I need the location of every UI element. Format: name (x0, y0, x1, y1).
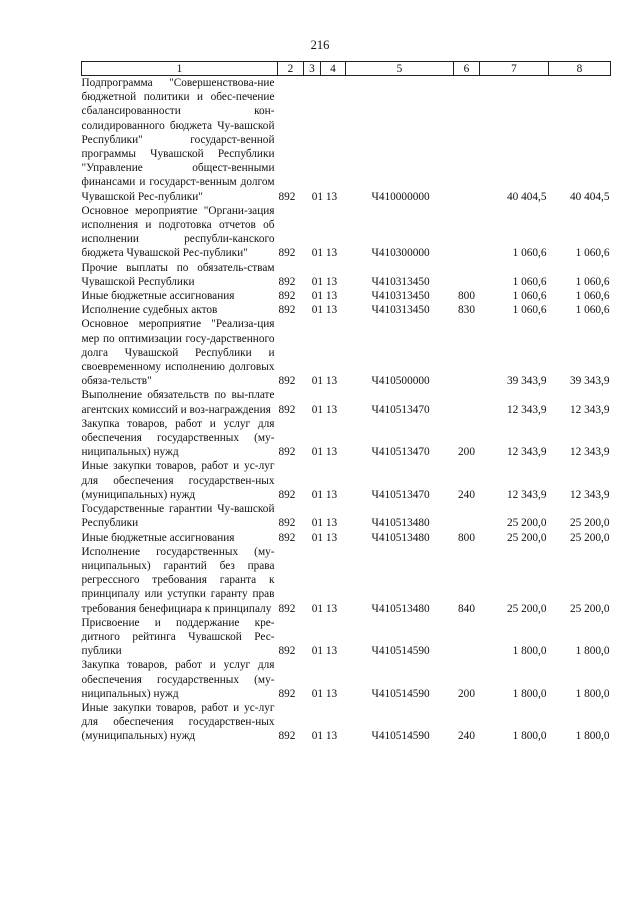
row-expense-type (454, 76, 480, 204)
row-name: Исполнение государственных (му-ниципальных) гарантий без права регрессного требования гаранта к принципалу или уступки гаранту прав требования бенефициара к принципалу (81, 545, 275, 615)
row-target-article: Ч410500000 (371, 375, 430, 388)
header-col-5: 5 (346, 62, 454, 76)
row-gr-code: 892 (278, 488, 296, 501)
row-gr-code: 892 (278, 602, 296, 615)
row-section-code: 01 13 (311, 730, 338, 743)
table-row (82, 459, 611, 502)
row-name: Прочие выплаты по обязатель-ствам Чувашской Республики (81, 261, 275, 288)
row-section-code: 01 13 (311, 403, 338, 416)
row-expense-type: 830 (458, 304, 475, 317)
row-amount-col8: 1 060,6 (575, 304, 610, 317)
header-col-8: 8 (549, 62, 611, 76)
row-name: Выполнение обязательств по вы-плате агентских комиссий и воз-награждения (81, 389, 275, 416)
row-expense-type (454, 204, 480, 261)
table-row (82, 303, 611, 317)
row-gr-code: 892 (278, 531, 296, 544)
row-gr-code: 892 (278, 190, 296, 203)
table-row (82, 545, 611, 616)
row-amount-col8: 1 060,6 (575, 290, 610, 303)
row-amount-col7: 12 343,9 (506, 403, 547, 416)
row-section-code: 01 13 (311, 687, 338, 700)
row-amount-col8: 39 343,9 (569, 375, 610, 388)
row-amount-col7: 25 200,0 (506, 517, 547, 530)
table-row (82, 289, 611, 303)
row-amount-col7: 39 343,9 (506, 375, 547, 388)
table-row (82, 261, 611, 289)
row-name: Присвоение и поддержание кре-дитного рейтинга Чувашской Рес-публики (81, 616, 275, 658)
row-target-article: Ч410513480 (371, 602, 430, 615)
row-gr-code: 892 (278, 687, 296, 700)
row-name: Закупка товаров, работ и услуг для обеспечения государственных (му-ниципальных) нужд (81, 659, 275, 700)
header-col-6: 6 (454, 62, 480, 76)
row-expense-type: 240 (458, 488, 475, 501)
header-col-4: 4 (321, 62, 346, 76)
row-gr-code: 892 (278, 446, 296, 459)
row-gr-code: 892 (278, 645, 296, 658)
row-gr-code: 892 (278, 375, 296, 388)
row-amount-col8: 1 800,0 (575, 730, 610, 743)
row-amount-col7: 1 800,0 (512, 687, 547, 700)
row-section-code: 01 13 (311, 446, 338, 459)
row-expense-type (454, 261, 480, 289)
row-section-code: 01 13 (311, 375, 338, 388)
row-expense-type (454, 388, 480, 416)
row-name: Исполнение судебных актов (81, 304, 218, 317)
row-section-code: 01 13 (311, 304, 338, 317)
row-gr-code: 892 (278, 517, 296, 530)
row-amount-col7: 12 343,9 (506, 446, 547, 459)
row-amount-col7: 40 404,5 (506, 190, 547, 203)
row-section-code: 01 13 (311, 531, 338, 544)
row-expense-type: 800 (458, 290, 475, 303)
table-row (82, 502, 611, 530)
table-row (82, 417, 611, 460)
row-target-article: Ч410513470 (371, 488, 430, 501)
row-name: Государственные гарантии Чу-вашской Республики (81, 503, 275, 530)
row-gr-code: 892 (278, 304, 296, 317)
row-name: Подпрограмма "Совершенствова-ние бюджетной политики и обес-печение сбалансированности кон-солидированного бюджета Чу-вашской Республики" государст-венной программы Чувашской Республики "Управление общест-венными финансами и государст-венным долгом Чувашской Рес-публики" (81, 77, 275, 203)
row-amount-col7: 1 060,6 (512, 275, 547, 288)
row-amount-col8: 25 200,0 (569, 602, 610, 615)
table-row (82, 76, 611, 204)
row-expense-type: 240 (458, 730, 475, 743)
row-amount-col8: 12 343,9 (569, 488, 610, 501)
row-section-code: 01 13 (311, 488, 338, 501)
row-section-code: 01 13 (311, 602, 338, 615)
row-section-code: 01 13 (311, 247, 338, 260)
table-row (82, 317, 611, 388)
row-expense-type (454, 317, 480, 388)
table-row (82, 204, 611, 261)
header-col-7: 7 (480, 62, 549, 76)
row-amount-col8: 1 060,6 (575, 275, 610, 288)
row-name: Иные бюджетные ассигнования (81, 290, 235, 303)
header-col-2: 2 (278, 62, 304, 76)
table-body (82, 76, 611, 744)
row-amount-col7: 1 060,6 (512, 290, 547, 303)
header-col-3: 3 (304, 62, 321, 76)
row-amount-col8: 1 800,0 (575, 645, 610, 658)
row-expense-type: 200 (458, 446, 475, 459)
page-number: 216 (310, 38, 330, 52)
row-target-article: Ч410313450 (371, 275, 430, 288)
row-amount-col7: 12 343,9 (506, 488, 547, 501)
row-target-article: Ч410514590 (371, 645, 430, 658)
table-row (82, 531, 611, 545)
row-target-article: Ч410000000 (371, 190, 430, 203)
row-amount-col8: 12 343,9 (569, 446, 610, 459)
row-expense-type: 800 (458, 531, 475, 544)
row-amount-col8: 12 343,9 (569, 403, 610, 416)
row-gr-code: 892 (278, 730, 296, 743)
row-expense-type (454, 616, 480, 659)
row-expense-type (454, 502, 480, 530)
row-target-article: Ч410514590 (371, 687, 430, 700)
row-expense-type: 840 (458, 602, 475, 615)
row-amount-col8: 40 404,5 (569, 190, 610, 203)
row-name: Иные закупки товаров, работ и ус-луг для обеспечения государствен-ных (муниципальных) нужд (81, 701, 275, 743)
row-amount-col8: 1 800,0 (575, 687, 610, 700)
row-section-code: 01 13 (311, 517, 338, 530)
row-gr-code: 892 (278, 247, 296, 260)
header-col-1: 1 (82, 62, 278, 76)
row-amount-col7: 1 060,6 (512, 304, 547, 317)
row-section-code: 01 13 (311, 290, 338, 303)
row-gr-code: 892 (278, 290, 296, 303)
row-section-code: 01 13 (311, 275, 338, 288)
row-target-article: Ч410513480 (371, 531, 430, 544)
row-name: Основное мероприятие "Реализа-ция мер по оптимизации госу-дарственного долга Чувашской Республики и своевременному исполнению долговых обяза-тельств" (81, 318, 275, 388)
row-target-article: Ч410300000 (371, 247, 430, 260)
row-target-article: Ч410313450 (371, 290, 430, 303)
row-target-article: Ч410513470 (371, 403, 430, 416)
table-header (82, 62, 611, 76)
row-gr-code: 892 (278, 275, 296, 288)
row-amount-col7: 1 060,6 (512, 247, 547, 260)
row-section-code: 01 13 (311, 645, 338, 658)
table-row (82, 658, 611, 701)
table-row (82, 701, 611, 744)
row-target-article: Ч410513480 (371, 517, 430, 530)
row-expense-type: 200 (458, 687, 475, 700)
row-gr-code: 892 (278, 403, 296, 416)
row-amount-col7: 25 200,0 (506, 531, 547, 544)
row-name: Основное мероприятие "Органи-зация исполнения и подготовка отчетов об исполнении республи-канского бюджета Чувашской Рес-публики" (81, 204, 275, 260)
table-row (82, 616, 611, 659)
table-row (82, 388, 611, 416)
budget-table (81, 61, 611, 744)
row-amount-col8: 25 200,0 (569, 517, 610, 530)
row-amount-col8: 1 060,6 (575, 247, 610, 260)
row-target-article: Ч410514590 (371, 730, 430, 743)
row-amount-col7: 1 800,0 (512, 730, 547, 743)
row-name: Закупка товаров, работ и услуг для обеспечения государственных (му-ниципальных) нужд (81, 417, 275, 459)
row-name: Иные закупки товаров, работ и ус-луг для обеспечения государствен-ных (муниципальных) нужд (81, 460, 275, 501)
row-amount-col7: 1 800,0 (512, 645, 547, 658)
header-row (82, 62, 611, 76)
row-amount-col7: 25 200,0 (506, 602, 547, 615)
row-target-article: Ч410513470 (371, 446, 430, 459)
row-target-article: Ч410313450 (371, 304, 430, 317)
row-name: Иные бюджетные ассигнования (81, 531, 235, 544)
row-section-code: 01 13 (311, 190, 338, 203)
row-amount-col8: 25 200,0 (569, 531, 610, 544)
